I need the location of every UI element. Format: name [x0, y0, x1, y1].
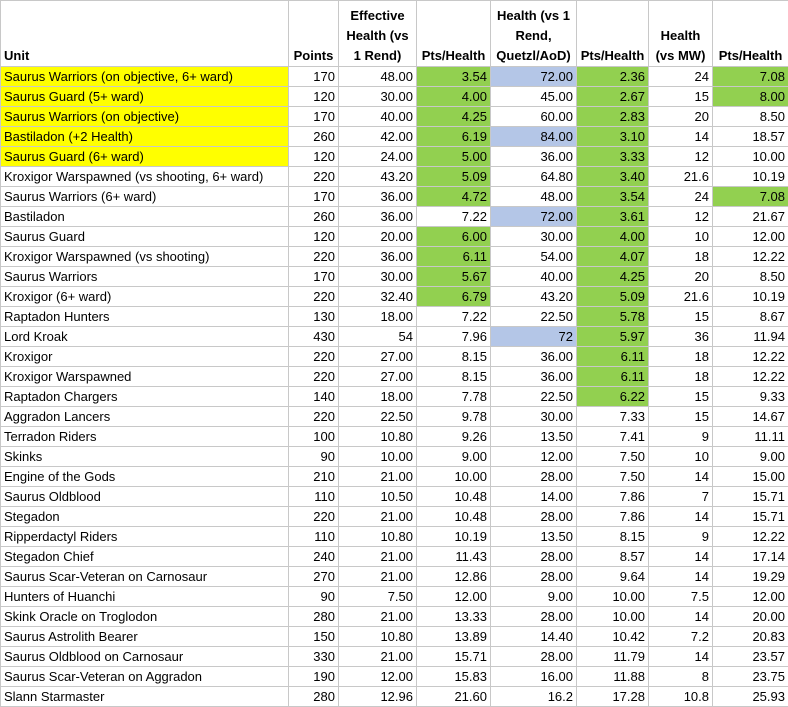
cell-pts-health-1[interactable]: 21.60 [417, 687, 491, 707]
table-row [1, 187, 788, 207]
cell-points[interactable]: 170 [289, 107, 339, 127]
cell-points[interactable]: 90 [289, 447, 339, 467]
cell-pts-health-3[interactable]: 10.19 [713, 287, 788, 307]
cell-unit[interactable]: Kroxigor Warspawned (vs shooting) [1, 247, 289, 267]
cell-effective-health[interactable]: 20.00 [339, 227, 417, 247]
cell-health-mw[interactable]: 8 [649, 667, 713, 687]
cell-pts-health-2[interactable]: 4.00 [577, 227, 649, 247]
cell-points[interactable]: 280 [289, 607, 339, 627]
cell-pts-health-3[interactable]: 11.94 [713, 327, 788, 347]
cell-health-rend[interactable]: 30.00 [491, 407, 577, 427]
cell-pts-health-2[interactable]: 3.61 [577, 207, 649, 227]
cell-pts-health-3[interactable]: 20.83 [713, 627, 788, 647]
cell-points[interactable]: 120 [289, 147, 339, 167]
cell-unit[interactable]: Slann Starmaster [1, 687, 289, 707]
cell-health-rend[interactable]: 45.00 [491, 87, 577, 107]
cell-health-rend[interactable]: 36.00 [491, 147, 577, 167]
cell-health-rend[interactable]: 14.40 [491, 627, 577, 647]
cell-pts-health-1[interactable]: 6.00 [417, 227, 491, 247]
cell-points[interactable]: 130 [289, 307, 339, 327]
cell-health-rend[interactable]: 64.80 [491, 167, 577, 187]
table-row [1, 367, 788, 387]
cell-health-rend[interactable]: 40.00 [491, 267, 577, 287]
cell-pts-health-1[interactable]: 10.48 [417, 507, 491, 527]
cell-health-mw[interactable]: 36 [649, 327, 713, 347]
cell-points[interactable]: 170 [289, 187, 339, 207]
cell-unit[interactable]: Saurus Guard (5+ ward) [1, 87, 289, 107]
cell-unit[interactable]: Kroxigor Warspawned [1, 367, 289, 387]
cell-unit[interactable]: Bastiladon [1, 207, 289, 227]
cell-health-mw[interactable]: 7 [649, 487, 713, 507]
table-row [1, 387, 788, 407]
cell-unit[interactable]: Hunters of Huanchi [1, 587, 289, 607]
cell-pts-health-3[interactable]: 25.93 [713, 687, 788, 707]
cell-health-rend[interactable]: 28.00 [491, 467, 577, 487]
header-pts-health-2[interactable]: Pts/Health [577, 1, 649, 67]
cell-pts-health-1[interactable]: 7.78 [417, 387, 491, 407]
cell-pts-health-3[interactable]: 21.67 [713, 207, 788, 227]
cell-health-mw[interactable]: 20 [649, 107, 713, 127]
cell-unit[interactable]: Skinks [1, 447, 289, 467]
cell-points[interactable]: 140 [289, 387, 339, 407]
cell-points[interactable]: 220 [289, 247, 339, 267]
cell-health-mw[interactable]: 9 [649, 527, 713, 547]
cell-effective-health[interactable]: 36.00 [339, 247, 417, 267]
cell-unit[interactable]: Saurus Guard [1, 227, 289, 247]
cell-health-mw[interactable]: 14 [649, 647, 713, 667]
cell-pts-health-2[interactable]: 9.64 [577, 567, 649, 587]
cell-health-rend[interactable]: 72 [491, 327, 577, 347]
cell-pts-health-1[interactable]: 7.96 [417, 327, 491, 347]
cell-pts-health-1[interactable]: 5.00 [417, 147, 491, 167]
cell-points[interactable]: 220 [289, 507, 339, 527]
cell-pts-health-3[interactable]: 14.67 [713, 407, 788, 427]
cell-effective-health[interactable]: 21.00 [339, 607, 417, 627]
cell-effective-health[interactable]: 32.40 [339, 287, 417, 307]
cell-effective-health[interactable]: 22.50 [339, 407, 417, 427]
table-row [1, 607, 788, 627]
cell-unit[interactable]: Raptadon Chargers [1, 387, 289, 407]
cell-health-mw[interactable]: 14 [649, 127, 713, 147]
cell-unit[interactable]: Ripperdactyl Riders [1, 527, 289, 547]
cell-pts-health-3[interactable]: 19.29 [713, 567, 788, 587]
cell-pts-health-3[interactable]: 8.67 [713, 307, 788, 327]
cell-pts-health-3[interactable]: 15.71 [713, 487, 788, 507]
cell-health-rend[interactable]: 43.20 [491, 287, 577, 307]
cell-effective-health[interactable]: 7.50 [339, 587, 417, 607]
cell-pts-health-1[interactable]: 4.72 [417, 187, 491, 207]
cell-pts-health-1[interactable]: 6.11 [417, 247, 491, 267]
cell-pts-health-2[interactable]: 11.79 [577, 647, 649, 667]
cell-effective-health[interactable]: 48.00 [339, 67, 417, 87]
cell-effective-health[interactable]: 12.00 [339, 667, 417, 687]
cell-health-mw[interactable]: 14 [649, 607, 713, 627]
cell-health-mw[interactable]: 10 [649, 447, 713, 467]
cell-pts-health-1[interactable]: 7.22 [417, 307, 491, 327]
cell-health-rend[interactable]: 22.50 [491, 307, 577, 327]
cell-pts-health-2[interactable]: 3.10 [577, 127, 649, 147]
cell-points[interactable]: 330 [289, 647, 339, 667]
cell-unit[interactable]: Lord Kroak [1, 327, 289, 347]
cell-health-rend[interactable]: 60.00 [491, 107, 577, 127]
cell-effective-health[interactable]: 10.50 [339, 487, 417, 507]
cell-points[interactable]: 150 [289, 627, 339, 647]
cell-health-mw[interactable]: 14 [649, 567, 713, 587]
cell-effective-health[interactable]: 40.00 [339, 107, 417, 127]
header-health-rend[interactable]: Health (vs 1 Rend, Quetzl/AoD) [491, 1, 577, 67]
table-row [1, 87, 788, 107]
table-row [1, 227, 788, 247]
cell-health-mw[interactable]: 18 [649, 367, 713, 387]
cell-effective-health[interactable]: 10.80 [339, 427, 417, 447]
header-pts-health-1[interactable]: Pts/Health [417, 1, 491, 67]
cell-pts-health-2[interactable]: 5.09 [577, 287, 649, 307]
cell-pts-health-1[interactable]: 5.09 [417, 167, 491, 187]
table-row [1, 647, 788, 667]
cell-pts-health-3[interactable]: 11.11 [713, 427, 788, 447]
header-pts-health-3[interactable]: Pts/Health [713, 1, 788, 67]
cell-pts-health-3[interactable]: 12.22 [713, 247, 788, 267]
table-row [1, 587, 788, 607]
cell-effective-health[interactable]: 21.00 [339, 547, 417, 567]
table-row [1, 447, 788, 467]
cell-health-rend[interactable]: 84.00 [491, 127, 577, 147]
cell-points[interactable]: 220 [289, 167, 339, 187]
cell-pts-health-1[interactable]: 15.83 [417, 667, 491, 687]
cell-points[interactable]: 260 [289, 207, 339, 227]
cell-pts-health-3[interactable]: 12.22 [713, 527, 788, 547]
cell-health-rend[interactable]: 13.50 [491, 427, 577, 447]
cell-effective-health[interactable]: 21.00 [339, 647, 417, 667]
cell-unit[interactable]: Raptadon Hunters [1, 307, 289, 327]
cell-points[interactable]: 220 [289, 347, 339, 367]
table-row [1, 107, 788, 127]
cell-pts-health-1[interactable]: 7.22 [417, 207, 491, 227]
cell-pts-health-2[interactable]: 7.86 [577, 487, 649, 507]
cell-pts-health-1[interactable]: 10.48 [417, 487, 491, 507]
cell-pts-health-2[interactable]: 11.88 [577, 667, 649, 687]
cell-pts-health-3[interactable]: 10.00 [713, 147, 788, 167]
cell-pts-health-2[interactable]: 7.50 [577, 447, 649, 467]
cell-effective-health[interactable]: 21.00 [339, 507, 417, 527]
cell-pts-health-3[interactable]: 15.71 [713, 507, 788, 527]
cell-health-mw[interactable]: 14 [649, 547, 713, 567]
cell-points[interactable]: 210 [289, 467, 339, 487]
cell-pts-health-3[interactable]: 23.57 [713, 647, 788, 667]
header-unit[interactable]: Unit [1, 1, 289, 67]
cell-pts-health-2[interactable]: 8.57 [577, 547, 649, 567]
cell-pts-health-2[interactable]: 6.11 [577, 367, 649, 387]
cell-health-rend[interactable]: 22.50 [491, 387, 577, 407]
cell-points[interactable]: 190 [289, 667, 339, 687]
cell-pts-health-2[interactable]: 8.15 [577, 527, 649, 547]
cell-pts-health-1[interactable]: 3.54 [417, 67, 491, 87]
cell-pts-health-1[interactable]: 4.00 [417, 87, 491, 107]
cell-pts-health-3[interactable]: 12.22 [713, 347, 788, 367]
cell-points[interactable]: 240 [289, 547, 339, 567]
cell-pts-health-2[interactable]: 7.33 [577, 407, 649, 427]
cell-health-rend[interactable]: 28.00 [491, 607, 577, 627]
cell-points[interactable]: 220 [289, 287, 339, 307]
table-row [1, 267, 788, 287]
cell-pts-health-2[interactable]: 10.00 [577, 587, 649, 607]
cell-unit[interactable]: Saurus Guard (6+ ward) [1, 147, 289, 167]
cell-unit[interactable]: Terradon Riders [1, 427, 289, 447]
cell-health-mw[interactable]: 14 [649, 507, 713, 527]
cell-effective-health[interactable]: 24.00 [339, 147, 417, 167]
cell-pts-health-3[interactable]: 18.57 [713, 127, 788, 147]
cell-effective-health[interactable]: 42.00 [339, 127, 417, 147]
cell-health-mw[interactable]: 15 [649, 307, 713, 327]
table-row [1, 347, 788, 367]
cell-pts-health-1[interactable]: 12.86 [417, 567, 491, 587]
table-row [1, 147, 788, 167]
table-row [1, 407, 788, 427]
cell-health-rend[interactable]: 28.00 [491, 647, 577, 667]
cell-health-rend[interactable]: 72.00 [491, 67, 577, 87]
cell-unit[interactable]: Bastiladon (+2 Health) [1, 127, 289, 147]
cell-effective-health[interactable]: 21.00 [339, 567, 417, 587]
cell-pts-health-1[interactable]: 9.26 [417, 427, 491, 447]
cell-pts-health-2[interactable]: 17.28 [577, 687, 649, 707]
cell-health-mw[interactable]: 15 [649, 87, 713, 107]
cell-pts-health-1[interactable]: 11.43 [417, 547, 491, 567]
cell-pts-health-2[interactable]: 2.67 [577, 87, 649, 107]
cell-health-mw[interactable]: 18 [649, 347, 713, 367]
cell-pts-health-2[interactable]: 3.33 [577, 147, 649, 167]
cell-unit[interactable]: Kroxigor (6+ ward) [1, 287, 289, 307]
cell-points[interactable]: 120 [289, 87, 339, 107]
cell-health-mw[interactable]: 15 [649, 407, 713, 427]
cell-points[interactable]: 170 [289, 67, 339, 87]
cell-pts-health-1[interactable]: 6.19 [417, 127, 491, 147]
cell-health-rend[interactable]: 36.00 [491, 367, 577, 387]
cell-health-mw[interactable]: 9 [649, 427, 713, 447]
cell-health-rend[interactable]: 28.00 [491, 547, 577, 567]
cell-pts-health-1[interactable]: 13.89 [417, 627, 491, 647]
cell-effective-health[interactable]: 54 [339, 327, 417, 347]
table-row [1, 627, 788, 647]
table-row [1, 507, 788, 527]
table-row [1, 567, 788, 587]
cell-health-rend[interactable]: 13.50 [491, 527, 577, 547]
cell-health-rend[interactable]: 36.00 [491, 347, 577, 367]
header-health-mw[interactable]: Health (vs MW) [649, 1, 713, 67]
cell-unit[interactable]: Saurus Warriors (6+ ward) [1, 187, 289, 207]
cell-health-rend[interactable]: 16.2 [491, 687, 577, 707]
header-row [1, 1, 788, 67]
cell-pts-health-3[interactable]: 10.19 [713, 167, 788, 187]
cell-effective-health[interactable]: 21.00 [339, 467, 417, 487]
cell-health-rend[interactable]: 28.00 [491, 567, 577, 587]
table-body [1, 67, 788, 707]
cell-pts-health-3[interactable]: 15.00 [713, 467, 788, 487]
cell-unit[interactable]: Stegadon [1, 507, 289, 527]
cell-pts-health-2[interactable]: 4.25 [577, 267, 649, 287]
table-row [1, 167, 788, 187]
cell-unit[interactable]: Saurus Warriors [1, 267, 289, 287]
table-row [1, 207, 788, 227]
cell-pts-health-2[interactable]: 5.78 [577, 307, 649, 327]
cell-pts-health-3[interactable]: 7.08 [713, 187, 788, 207]
cell-health-mw[interactable]: 12 [649, 207, 713, 227]
header-effective-health[interactable]: Effective Health (vs 1 Rend) [339, 1, 417, 67]
cell-effective-health[interactable]: 36.00 [339, 207, 417, 227]
cell-pts-health-2[interactable]: 3.40 [577, 167, 649, 187]
cell-health-mw[interactable]: 10 [649, 227, 713, 247]
cell-health-rend[interactable]: 54.00 [491, 247, 577, 267]
cell-effective-health[interactable]: 12.96 [339, 687, 417, 707]
cell-pts-health-2[interactable]: 2.36 [577, 67, 649, 87]
cell-pts-health-1[interactable]: 5.67 [417, 267, 491, 287]
cell-health-mw[interactable]: 10.8 [649, 687, 713, 707]
table-row [1, 67, 788, 87]
cell-unit[interactable]: Stegadon Chief [1, 547, 289, 567]
cell-effective-health[interactable]: 27.00 [339, 367, 417, 387]
cell-health-mw[interactable]: 24 [649, 187, 713, 207]
cell-effective-health[interactable]: 43.20 [339, 167, 417, 187]
cell-pts-health-3[interactable]: 23.75 [713, 667, 788, 687]
cell-pts-health-1[interactable]: 12.00 [417, 587, 491, 607]
cell-pts-health-3[interactable]: 12.22 [713, 367, 788, 387]
cell-health-mw[interactable]: 7.2 [649, 627, 713, 647]
cell-pts-health-1[interactable]: 10.00 [417, 467, 491, 487]
cell-pts-health-2[interactable]: 4.07 [577, 247, 649, 267]
cell-pts-health-3[interactable]: 12.00 [713, 587, 788, 607]
cell-pts-health-2[interactable]: 6.22 [577, 387, 649, 407]
cell-points[interactable]: 110 [289, 487, 339, 507]
cell-points[interactable]: 270 [289, 567, 339, 587]
table-row [1, 547, 788, 567]
cell-pts-health-3[interactable]: 8.50 [713, 107, 788, 127]
cell-pts-health-1[interactable]: 8.15 [417, 347, 491, 367]
cell-unit[interactable]: Kroxigor [1, 347, 289, 367]
cell-unit[interactable]: Saurus Warriors (on objective, 6+ ward) [1, 67, 289, 87]
cell-pts-health-1[interactable]: 13.33 [417, 607, 491, 627]
cell-effective-health[interactable]: 10.00 [339, 447, 417, 467]
cell-pts-health-1[interactable]: 15.71 [417, 647, 491, 667]
cell-pts-health-2[interactable]: 6.11 [577, 347, 649, 367]
cell-pts-health-2[interactable]: 7.50 [577, 467, 649, 487]
table-row [1, 427, 788, 447]
cell-health-mw[interactable]: 21.6 [649, 167, 713, 187]
cell-effective-health[interactable]: 18.00 [339, 387, 417, 407]
cell-unit[interactable]: Engine of the Gods [1, 467, 289, 487]
cell-health-rend[interactable]: 72.00 [491, 207, 577, 227]
cell-effective-health[interactable]: 18.00 [339, 307, 417, 327]
cell-pts-health-3[interactable]: 17.14 [713, 547, 788, 567]
cell-effective-health[interactable]: 30.00 [339, 87, 417, 107]
table-row [1, 667, 788, 687]
cell-unit[interactable]: Kroxigor Warspawned (vs shooting, 6+ ward) [1, 167, 289, 187]
cell-points[interactable]: 220 [289, 407, 339, 427]
cell-points[interactable]: 170 [289, 267, 339, 287]
table-row [1, 527, 788, 547]
header-points[interactable]: Points [289, 1, 339, 67]
cell-pts-health-1[interactable]: 9.00 [417, 447, 491, 467]
cell-pts-health-3[interactable]: 20.00 [713, 607, 788, 627]
cell-effective-health[interactable]: 36.00 [339, 187, 417, 207]
cell-unit[interactable]: Aggradon Lancers [1, 407, 289, 427]
cell-pts-health-3[interactable]: 9.00 [713, 447, 788, 467]
cell-effective-health[interactable]: 30.00 [339, 267, 417, 287]
table-row [1, 307, 788, 327]
cell-unit[interactable]: Saurus Oldblood [1, 487, 289, 507]
cell-points[interactable]: 220 [289, 367, 339, 387]
cell-pts-health-3[interactable]: 7.08 [713, 67, 788, 87]
cell-pts-health-2[interactable]: 7.86 [577, 507, 649, 527]
cell-pts-health-1[interactable]: 10.19 [417, 527, 491, 547]
cell-health-rend[interactable]: 30.00 [491, 227, 577, 247]
cell-unit[interactable]: Saurus Astrolith Bearer [1, 627, 289, 647]
cell-health-mw[interactable]: 21.6 [649, 287, 713, 307]
cell-points[interactable]: 120 [289, 227, 339, 247]
cell-points[interactable]: 90 [289, 587, 339, 607]
cell-pts-health-3[interactable]: 12.00 [713, 227, 788, 247]
table-row [1, 327, 788, 347]
cell-health-rend[interactable]: 48.00 [491, 187, 577, 207]
cell-health-mw[interactable]: 14 [649, 467, 713, 487]
cell-pts-health-3[interactable]: 8.00 [713, 87, 788, 107]
cell-health-mw[interactable]: 20 [649, 267, 713, 287]
cell-unit[interactable]: Saurus Oldblood on Carnosaur [1, 647, 289, 667]
cell-health-mw[interactable]: 12 [649, 147, 713, 167]
table-row [1, 287, 788, 307]
table-row [1, 487, 788, 507]
cell-pts-health-2[interactable]: 7.41 [577, 427, 649, 447]
cell-health-rend[interactable]: 12.00 [491, 447, 577, 467]
table-row [1, 127, 788, 147]
cell-health-mw[interactable]: 7.5 [649, 587, 713, 607]
cell-health-mw[interactable]: 24 [649, 67, 713, 87]
cell-points[interactable]: 430 [289, 327, 339, 347]
cell-pts-health-1[interactable]: 9.78 [417, 407, 491, 427]
cell-health-mw[interactable]: 15 [649, 387, 713, 407]
cell-health-rend[interactable]: 28.00 [491, 507, 577, 527]
cell-points[interactable]: 260 [289, 127, 339, 147]
cell-pts-health-1[interactable]: 8.15 [417, 367, 491, 387]
cell-unit[interactable]: Saurus Warriors (on objective) [1, 107, 289, 127]
cell-pts-health-2[interactable]: 2.83 [577, 107, 649, 127]
cell-points[interactable]: 100 [289, 427, 339, 447]
cell-health-rend[interactable]: 9.00 [491, 587, 577, 607]
cell-health-rend[interactable]: 16.00 [491, 667, 577, 687]
cell-points[interactable]: 110 [289, 527, 339, 547]
cell-points[interactable]: 280 [289, 687, 339, 707]
cell-pts-health-2[interactable]: 3.54 [577, 187, 649, 207]
cell-unit[interactable]: Skink Oracle on Troglodon [1, 607, 289, 627]
cell-effective-health[interactable]: 10.80 [339, 527, 417, 547]
cell-pts-health-2[interactable]: 10.00 [577, 607, 649, 627]
table-row [1, 467, 788, 487]
cell-unit[interactable]: Saurus Scar-Veteran on Aggradon [1, 667, 289, 687]
cell-pts-health-3[interactable]: 8.50 [713, 267, 788, 287]
cell-pts-health-3[interactable]: 9.33 [713, 387, 788, 407]
table-row [1, 687, 788, 707]
cell-pts-health-1[interactable]: 4.25 [417, 107, 491, 127]
cell-health-rend[interactable]: 14.00 [491, 487, 577, 507]
cell-health-mw[interactable]: 18 [649, 247, 713, 267]
cell-pts-health-2[interactable]: 5.97 [577, 327, 649, 347]
cell-pts-health-2[interactable]: 10.42 [577, 627, 649, 647]
cell-unit[interactable]: Saurus Scar-Veteran on Carnosaur [1, 567, 289, 587]
cell-pts-health-1[interactable]: 6.79 [417, 287, 491, 307]
table-row [1, 247, 788, 267]
cell-effective-health[interactable]: 10.80 [339, 627, 417, 647]
cell-effective-health[interactable]: 27.00 [339, 347, 417, 367]
